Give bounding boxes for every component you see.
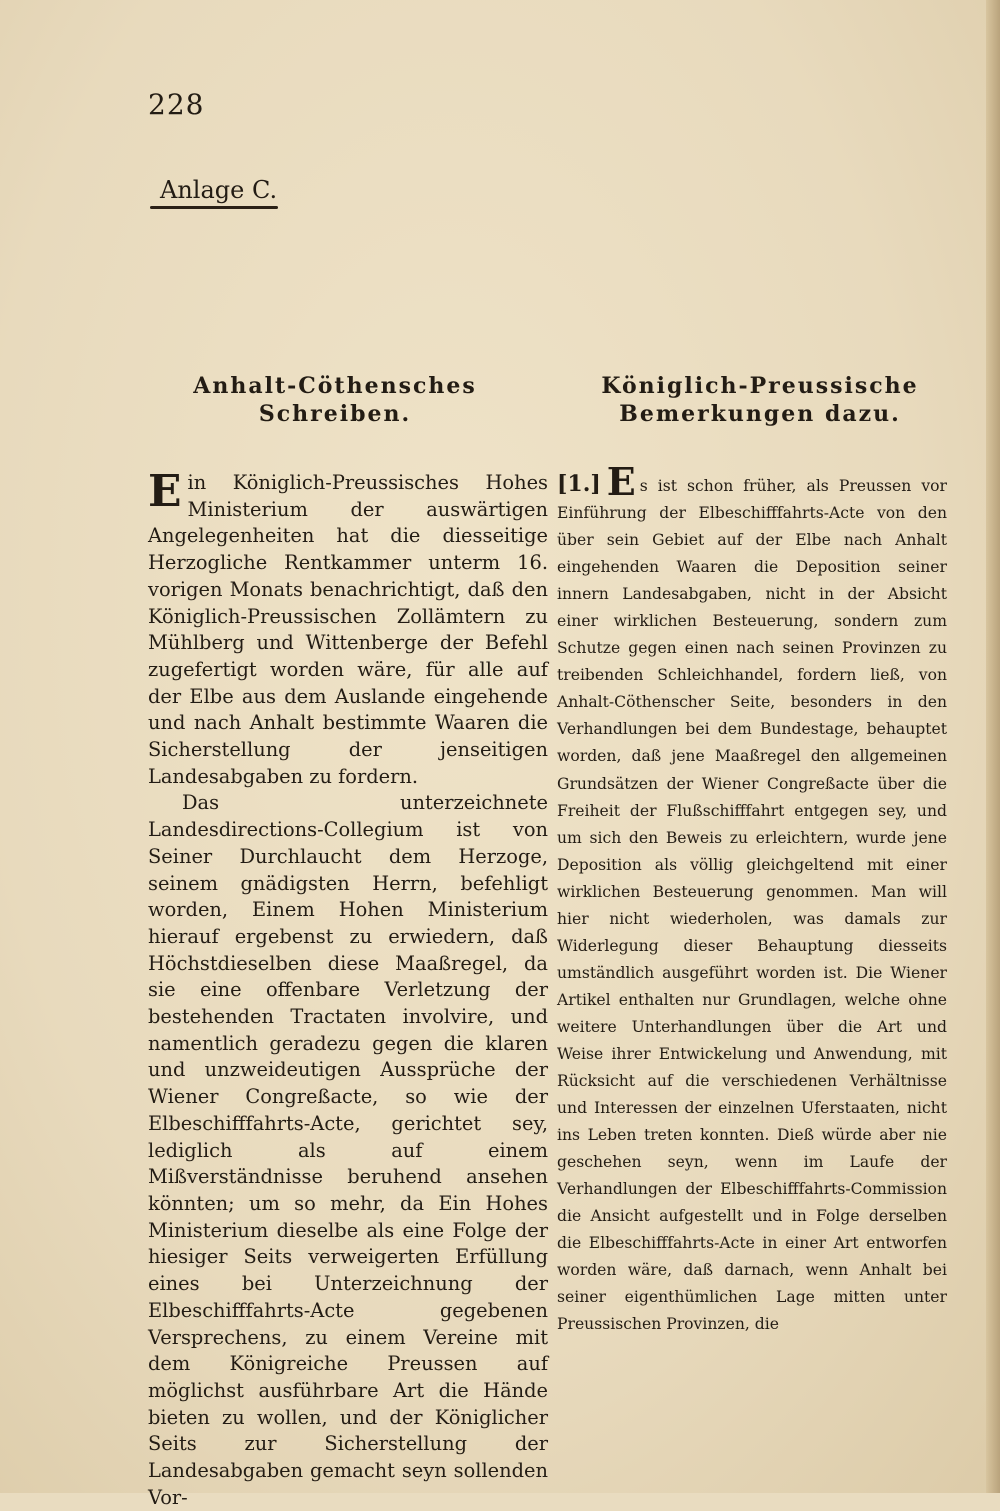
right-dropcap: E <box>606 459 636 504</box>
left-dropcap: E <box>148 466 182 517</box>
left-paragraph-1 <box>148 466 548 790</box>
appendix-label: Anlage C. <box>160 176 278 204</box>
left-paragraph-1-text: in Königlich-Preussisches Hohes Ministerium der auswärtigen Angelegenheiten hat die diesseitige Herzogliche Rentkammer unterm 16. vorigen Monats benachrichtigt, daß den Königlich-Preussischen Zollämtern zu Mühlberg und Wittenberge der Befehl zugefertigt worden wäre, für alle auf der Elbe aus dem Auslande eingehende und nach Anhalt bestimmte Waaren die Sicherstellung der jenseitigen Landesabgaben zu fordern. <box>148 471 548 788</box>
right-column-heading: Königlich-Preussische Bemerkungen dazu. <box>601 373 919 427</box>
remark-number: [1.] <box>557 471 601 497</box>
right-paragraph-1 <box>557 459 947 1339</box>
appendix-underline <box>150 206 278 209</box>
left-paragraph-2: Das unterzeichnete Landesdirections-Collegium ist von Seiner Durchlaucht dem Herzoge, seinem gnädigsten Herrn, befehligt worden, Einem Hohen Ministerium hierauf ergebenst zu erwiedern, daß Höchstdieselben diese Maaßregel, da sie eine offenbare Verletzung der bestehenden Tractaten involvire, und namentlich geradezu gegen die klaren und unzweideutigen Aussprüche der Wiener Congreßacte, so wie der Elbeschifffahrts-Acte, gerichtet sey, lediglich als auf einem Mißverständnisse beruhend ansehen könnten; um so mehr, da Ein Hohes Ministerium dieselbe als eine Folge der hiesiger Seits verweigerten Erfüllung eines bei Unterzeichnung der Elbeschifffahrts-Acte gegebenen Versprechens, zu einem Vereine mit dem Königreiche Preussen auf möglichst ausführbare Art die Hände bieten zu wollen, und der Königlicher Seits zur Sicherstellung der Landesabgaben gemacht seyn sollenden Vor- <box>148 791 548 1509</box>
page-number: 228 <box>148 88 205 121</box>
page-edge <box>986 0 1000 1493</box>
left-column-heading: Anhalt-Cöthensches Schreiben. <box>193 373 477 427</box>
right-paragraph-1-text: s ist schon früher, als Preussen vor Einführung der Elbeschifffahrts-Acte von den über sein Gebiet auf der Elbe nach Anhalt eingehenden Waaren die Deposition seiner innern Landesabgaben, nicht in der Absicht einer wirklichen Besteuerung, sondern zum Schutze gegen einen nach seinen Provinzen zu treibenden Schleichhandel, fordern ließ, von Anhalt-Cöthenscher Seite, besonders in den Verhandlungen bei dem Bundestage, behauptet worden, daß jene Maaßregel den allgemeinen Grundsätzen der Wiener Congreßacte über die Freiheit der Flußschifffahrt entgegen sey, und um sich den Beweis zu erleichtern, wurde jene Deposition als völlig gleichgeltend mit einer wirklichen Besteuerung genommen. Man will hier nicht wiederholen, was damals zur Widerlegung dieser Behauptung diesseits umständlich ausgeführt worden ist. Die Wiener Artikel enthalten nur Grundlagen, welche ohne weitere Unterhandlungen über die Art und Weise ihrer Entwickelung und Anwendung, mit Rücksicht auf die verschiedenen Verhältnisse und Interessen der einzelnen Uferstaaten, nicht ins Leben treten konnten. Dieß würde aber nie geschehen seyn, wenn im Laufe der Verhandlungen der Elbeschifffahrts-Commission die Ansicht aufgestellt und in Folge derselben die Elbeschifffahrts-Acte in einer Art entworfen worden wäre, daß darnach, wenn Anhalt bei seiner eigenthümlichen Lage mitten unter Preussischen Provinzen, die <box>557 477 947 1334</box>
right-column <box>557 459 947 1339</box>
left-column <box>148 466 548 1511</box>
